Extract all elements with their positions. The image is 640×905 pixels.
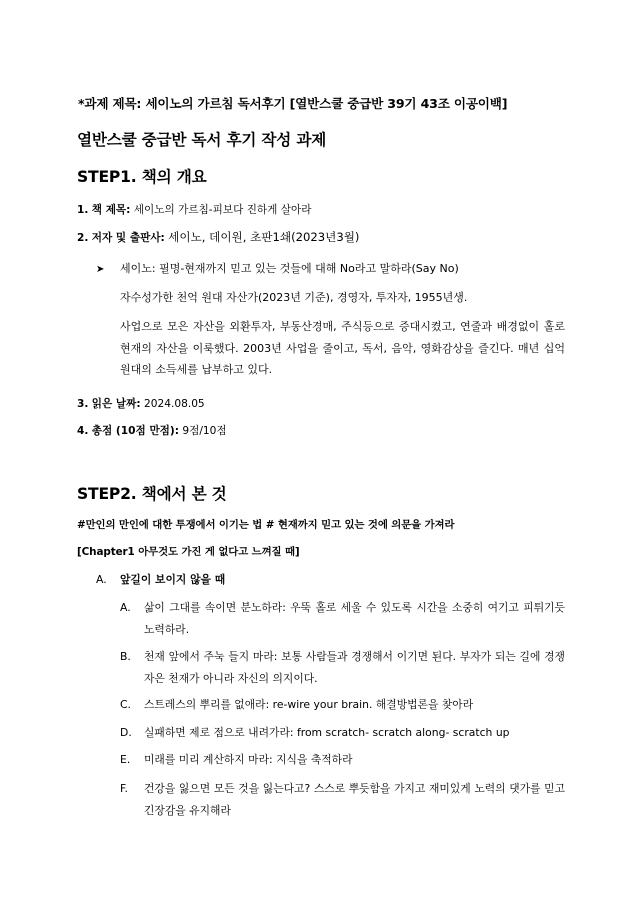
list-item-label: E. [120,753,131,766]
hashtags-line: #만인의 만인에 대한 투쟁에서 이기는 법 # 현재까지 믿고 있는 것에 의문을 가져라 [77,519,455,531]
read-date-label: 읽은 날짜: [91,398,141,410]
read-date-value: 2024.08.05 [144,398,205,410]
section-a-title: 앞길이 보이지 않을 때 [120,573,226,586]
author-label: 저자 및 출판사: [91,232,165,244]
list-item-text: 삶이 그대를 속이면 분노하라: 우뚝 홀로 세울 수 있도록 시간을 소중히 여기고 피튀기듯 노력하라. [144,601,565,636]
section-a-label: A. [96,573,107,586]
list-item [120,749,565,771]
book-title-label: 책 제목: [91,204,131,216]
author-value: 세이노, 데이원, 초판1쇄(2023년3월) [168,230,360,244]
list-item-label: D. [120,726,132,739]
step1-heading: STEP1. 책의 개요 [77,168,207,186]
score-num: 4. [77,425,89,437]
author-bullet-text: 세이노: 필명-현재까지 믿고 있는 것들에 대해 No라고 말하라(Say No) [120,262,459,275]
score-item [77,423,227,438]
read-date-item [77,396,205,411]
list-item-text: 실패하면 제로 점으로 내려가라: from scratch- scratch along- scratch up [144,726,510,739]
author-bullet [96,260,459,276]
author-para1: 자수성가한 천억 원대 자산가(2023년 기준), 경영자, 투자자, 1955년생. [120,291,468,304]
section-a [96,572,225,587]
book-title-value: 세이노의 가르침-피보다 진하게 살아라 [133,204,312,216]
list-item [120,694,565,716]
step2-heading: STEP2. 책에서 본 것 [77,485,227,503]
book-title-item [77,202,311,217]
list-item [120,722,565,744]
list-item-label: A. [120,601,131,614]
author-num: 2. [77,232,89,244]
read-date-num: 3. [77,398,89,410]
list-item-text: 스트레스의 뿌리를 없애라: re-wire your brain. 해결방법론을 찾아라 [144,698,474,711]
list-item-text: 미래를 미리 계산하지 마라: 지식을 축적하라 [144,753,353,766]
chapter-heading: [Chapter1 아무것도 가진 게 없다고 느껴질 때] [77,546,300,558]
list-item-text: 건강을 잃으면 모든 것을 잃는다고? 스스로 뿌듯함을 가지고 재미있게 노력의 댓가를 믿고 긴장감을 유지해라 [144,782,565,817]
score-label: 총점 (10점 만점): [91,425,179,437]
list-item-text: 천재 앞에서 주눅 들지 마라: 보통 사람들과 경쟁해서 이기면 된다. 부자가 되는 길에 경쟁자은 천재가 아니라 자신의 의지이다. [144,650,565,685]
author-para2: 사업으로 모은 자산을 외환투자, 부동산경매, 주식등으로 증대시켰고, 연줄과 배경없이 홀로 현재의 자산을 이룩했다. 2003년 사업을 줄이고, 독서, 음악, 영화감상을 즐긴다. 매년 십억원대의 소득세를 납부하고 있다. [120,320,565,376]
list-item-label: F. [120,782,128,795]
list-item-label: C. [120,698,131,711]
list-item [120,778,565,821]
assignment-title: *과제 제목: 세이노의 가르침 독서후기 [열반스쿨 중급반 39기 43조 이공이백] [78,96,508,111]
main-heading: 열반스쿨 중급반 독서 후기 작성 과제 [77,131,327,149]
list-item [120,646,565,689]
arrow-bullet-icon: ➤ [96,264,105,275]
author-item [77,229,359,245]
list-item-label: B. [120,650,131,663]
score-value: 9점/10점 [182,425,227,437]
list-item [120,597,565,640]
book-title-num: 1. [77,204,89,216]
